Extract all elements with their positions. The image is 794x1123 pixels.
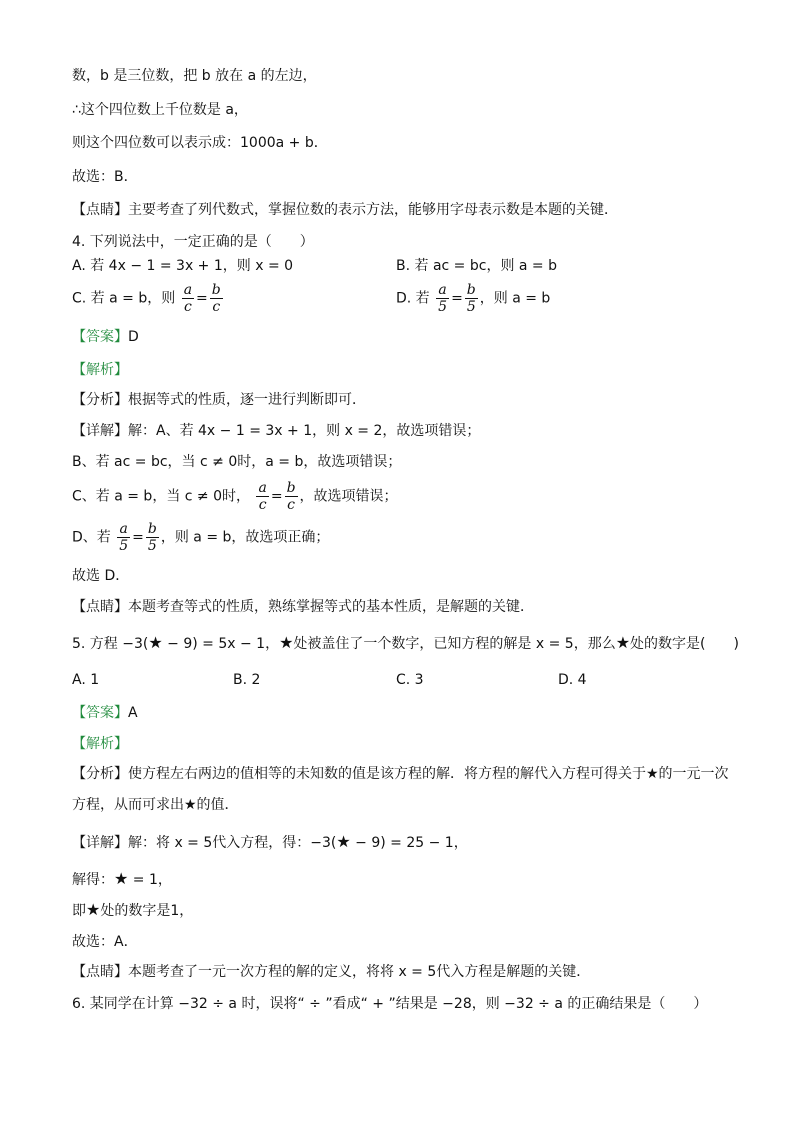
text-span: 解：将 x = 5代入方程，得：−3( bbox=[128, 835, 337, 851]
question-6-stem: 6. 某同学在计算 −32 ÷ a 时，误将“ ÷ ”看成“ + ”结果是 −28，则 −32 ÷ a 的正确结果是（ ） bbox=[72, 996, 708, 1012]
text-span: 即 bbox=[72, 903, 86, 919]
q4-answer-line bbox=[72, 327, 139, 347]
q4-xiangjie-c: C、若 a = b，当 c ≠ 0时， $\frac{a}{c}$ = $\frac{b}{c}$ ，故选项错误； bbox=[72, 480, 398, 513]
text-span: − 9) = 25 − 1， bbox=[350, 835, 468, 851]
fraction-denominator: 5 bbox=[147, 538, 157, 554]
xiangjie-text: 解：A、若 4x − 1 = 3x + 1，则 x = 2，故选项错误； bbox=[128, 423, 481, 439]
q5-answer-line bbox=[72, 703, 138, 723]
text-line: 故选：B． bbox=[72, 169, 138, 185]
text-line: ∴这个四位数上千位数是 a， bbox=[72, 102, 248, 118]
fraction-numerator: a bbox=[436, 282, 449, 299]
text-span: = 1， bbox=[128, 872, 172, 888]
q4-option-d-label: D. 若 bbox=[396, 290, 430, 307]
star-icon: ★ bbox=[114, 869, 129, 888]
q4-option-a: A. 若 4x − 1 = 3x + 1，则 x = 0 bbox=[72, 258, 294, 274]
fraction bbox=[285, 480, 298, 513]
text-line: 则这个四位数可以表示成：1000a + b． bbox=[72, 135, 328, 151]
dianjing-tag: 【点睛】 bbox=[72, 964, 128, 980]
xiangjie-tag: 【详解】 bbox=[72, 835, 128, 851]
star-icon: ★ bbox=[615, 633, 631, 652]
text-span: C、若 a = b，当 c ≠ 0时， bbox=[72, 488, 251, 505]
q4-option-b: B. 若 ac = bc，则 a = b bbox=[396, 258, 557, 274]
dianjing-tag: 【点睛】 bbox=[72, 599, 128, 615]
q4-option-c: C. 若 a = b，则 $\frac{a}{c}$ = $\frac{b}{c}$ bbox=[72, 282, 221, 315]
dianjing-text: 本题考查了一元一次方程的解的定义，将将 x = 5代入方程是解题的关键． bbox=[128, 964, 591, 980]
text-span: 处被盖住了一个数字，已知方程的解是 x = 5，那么 bbox=[293, 636, 616, 652]
answer-tag: 【答案】 bbox=[72, 329, 128, 345]
fraction bbox=[182, 282, 194, 315]
text-span: D、若 bbox=[72, 529, 111, 546]
q4-option-d-tail: ，则 a = b bbox=[479, 290, 551, 307]
text-line: 故选：A． bbox=[72, 934, 138, 950]
fenxi-tag: 【分析】 bbox=[72, 766, 128, 782]
q5-option-a: A. 1 bbox=[72, 672, 100, 688]
q5-result-line bbox=[72, 900, 193, 921]
q5-solution-line bbox=[72, 869, 172, 890]
fraction-numerator: b bbox=[147, 521, 157, 537]
question-4-stem: 4. 下列说法中，一定正确的是（ ） bbox=[72, 234, 314, 250]
fraction-numerator: b bbox=[466, 282, 476, 298]
text-line: 方程，从而可求出★的值． bbox=[72, 797, 239, 813]
fraction-denominator: 5 bbox=[119, 538, 129, 554]
fraction bbox=[436, 282, 449, 315]
fenxi-text: 根据等式的性质，逐一进行判断即可． bbox=[128, 392, 366, 408]
jiexi-tag: 【解析】 bbox=[72, 362, 128, 378]
fenxi-text: 使方程左右两边的值相等的未知数的值是该方程的解．将方程的解代入方程可得关于★的一元一次 bbox=[128, 766, 729, 782]
text-line: B、若 ac = bc，当 c ≠ 0时，a = b，故选项错误； bbox=[72, 454, 402, 470]
star-icon: ★ bbox=[336, 832, 351, 851]
text-span: 解得： bbox=[72, 872, 114, 888]
text-span: 处的数字是1， bbox=[100, 903, 194, 919]
star-icon: ★ bbox=[148, 633, 163, 652]
fenxi-tag: 【分析】 bbox=[72, 392, 128, 408]
dianjing-line bbox=[72, 200, 618, 220]
q4-option-c-label: C. 若 a = b，则 bbox=[72, 290, 176, 307]
text-span: − 9) = 5x − 1， bbox=[162, 636, 280, 652]
fraction-denominator: 5 bbox=[466, 299, 476, 315]
fraction-numerator: a bbox=[183, 282, 193, 298]
fraction bbox=[465, 282, 478, 315]
dianjing-tag: 【点睛】 bbox=[72, 202, 128, 218]
q5-dianjing-line bbox=[72, 962, 590, 982]
fraction-numerator: b bbox=[286, 480, 296, 496]
text-line: 数，b 是三位数，把 b 放在 a 的左边， bbox=[72, 68, 317, 84]
fraction-denominator: 5 bbox=[438, 299, 448, 315]
text-span: ，则 a = b，故选项正确； bbox=[160, 529, 330, 546]
fraction bbox=[146, 521, 159, 554]
text-span: 处的数字是( ) bbox=[630, 636, 739, 652]
q5-option-b: B. 2 bbox=[233, 672, 261, 688]
text-span: 5. 方程 −3( bbox=[72, 636, 149, 652]
fraction bbox=[117, 521, 130, 554]
q5-option-d: D. 4 bbox=[558, 672, 587, 688]
fraction-numerator: a bbox=[258, 480, 267, 496]
text-span: ，故选项错误； bbox=[299, 488, 398, 505]
jiexi-tag: 【解析】 bbox=[72, 736, 128, 752]
fraction bbox=[210, 282, 223, 315]
q4-xiangjie-line bbox=[72, 421, 480, 441]
fraction-denominator: c bbox=[287, 497, 295, 513]
q4-dianjing-line bbox=[72, 597, 534, 617]
fraction-numerator: b bbox=[211, 282, 221, 298]
q4-xiangjie-d: D、若 $\frac{a}{5}$ = $\frac{b}{5}$ ，则 a = b，故选项正确； bbox=[72, 521, 330, 554]
fraction-denominator: c bbox=[212, 299, 221, 315]
text-line: 故选 D． bbox=[72, 568, 130, 584]
answer-tag: 【答案】 bbox=[72, 705, 128, 721]
answer-value: D bbox=[128, 329, 139, 345]
question-5-stem bbox=[72, 633, 739, 654]
answer-value: A bbox=[128, 705, 138, 721]
fraction-denominator: c bbox=[258, 497, 267, 513]
q5-xiangjie-line bbox=[72, 832, 468, 853]
fraction-numerator: a bbox=[117, 521, 130, 538]
fraction bbox=[256, 480, 268, 513]
fraction-denominator: c bbox=[183, 299, 192, 315]
xiangjie-tag: 【详解】 bbox=[72, 423, 128, 439]
q5-fenxi-line bbox=[72, 764, 729, 784]
q4-fenxi-line bbox=[72, 390, 366, 410]
dianjing-text: 主要考查了列代数式，掌握位数的表示方法，能够用字母表示数是本题的关键． bbox=[128, 202, 618, 218]
dianjing-text: 本题考查等式的性质，熟练掌握等式的基本性质，是解题的关键． bbox=[128, 599, 534, 615]
q5-option-c: C. 3 bbox=[396, 672, 424, 688]
star-icon: ★ bbox=[86, 900, 101, 919]
q4-option-d: D. 若 $\frac{a}{5}$ = $\frac{b}{5}$ ，则 a = b bbox=[396, 282, 551, 315]
star-icon: ★ bbox=[279, 633, 294, 652]
